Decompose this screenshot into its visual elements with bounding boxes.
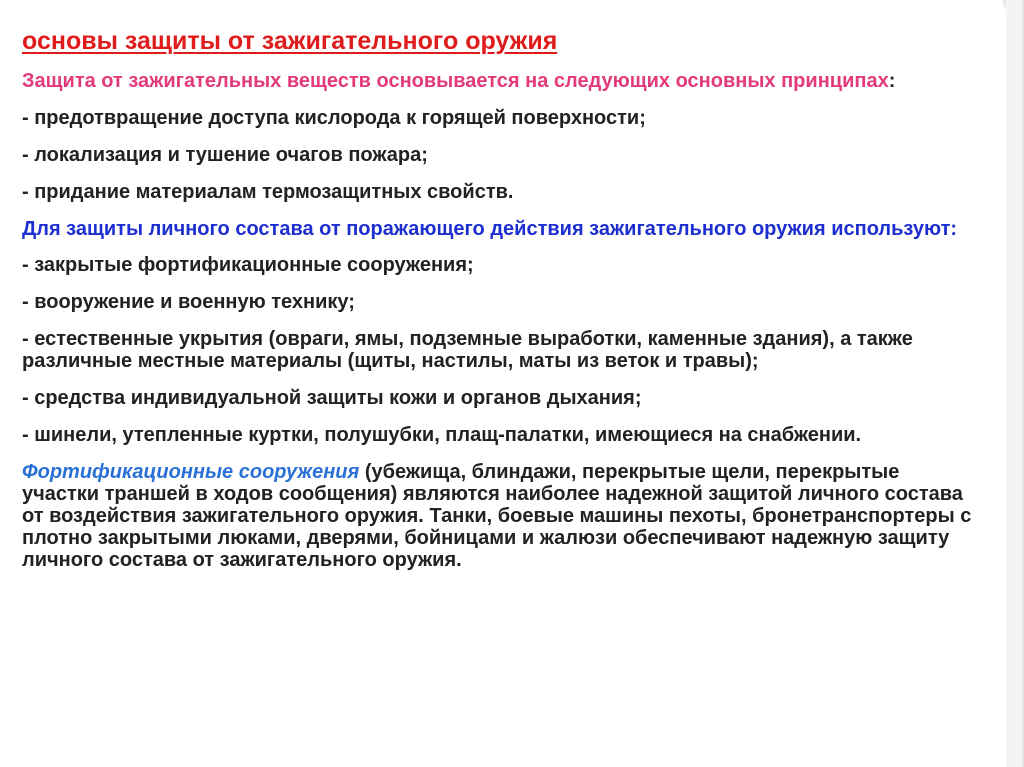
intro-text: Защита от зажигательных веществ основывается на следующих основных принципах [22, 70, 889, 92]
slide-body [22, 70, 982, 585]
measure-item: - естественные укрытия (овраги, ямы, подземные выработки, каменные здания), а также различные местные материалы (щиты, настилы, маты из веток и травы); [22, 328, 913, 372]
intro-paragraph [22, 70, 982, 92]
principle-item: - локализация и тушение очагов пожара; [22, 144, 428, 166]
slide-title: основы защиты от зажигательного оружия [22, 27, 558, 55]
measure-item: - вооружение и военную технику; [22, 291, 355, 313]
personnel-heading: Для защиты личного состава от поражающего действия зажигательного оружия используют: [22, 218, 958, 240]
principle-item: - придание материалам термозащитных свойств. [22, 181, 514, 203]
fortification-text: (убежища, блиндажи, перекрытые щели, перекрытые участки траншей в ходов сообщения) являются наиболее надежной защитой личного состава от воздействия зажигательного оружия. Танки, боевые машины пехоты, бронетранспортеры с плотно закрытыми люками, дверями, бойницами и жалюзи обеспечивают надежную защиту личного состава от зажигательного оружия. [22, 461, 972, 571]
measure-item: - шинели, утепленные куртки, полушубки, плащ-палатки, имеющиеся на снабжении. [22, 424, 862, 446]
measure-item: - закрытые фортификационные сооружения; [22, 254, 474, 276]
measure-item: - средства индивидуальной защиты кожи и органов дыхания; [22, 387, 642, 409]
fortification-paragraph [22, 461, 982, 571]
fortification-term: Фортификационные сооружения [22, 461, 360, 483]
intro-colon: : [888, 70, 896, 92]
corner-fold-decoration [984, 0, 1024, 767]
principle-item: - предотвращение доступа кислорода к горящей поверхности; [22, 107, 646, 129]
